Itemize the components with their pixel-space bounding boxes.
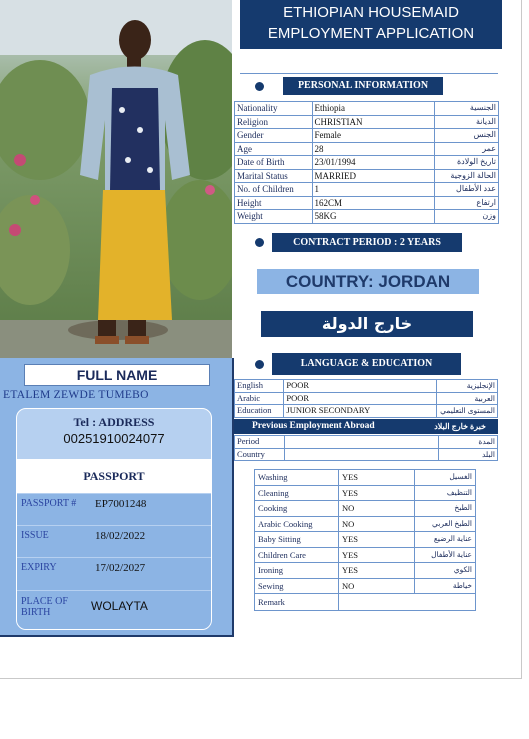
skill-row-value: YES [338,532,414,548]
personal-row-label: Weight [235,210,313,224]
skill-row-label: Sewing [255,578,339,594]
language-row [235,405,498,418]
previous-row [235,436,498,449]
contact-passport-card [16,408,212,630]
personal-row [235,210,499,224]
personal-row-value: 162CM [312,196,435,210]
language-row-ar: المستوى التعليمي [437,405,498,418]
skills-table [254,469,476,611]
passport-heading: PASSPORT [17,459,211,493]
skill-row [255,485,476,501]
fullname-label: FULL NAME [24,364,210,386]
remark-value [338,594,475,611]
language-row-label: Education [235,405,284,418]
personal-row-label: Age [235,142,313,156]
skill-row-label: Washing [255,470,339,486]
previous-row-value [284,448,438,461]
country-banner: COUNTRY: JORDAN [257,269,479,294]
skill-row [255,532,476,548]
tel-value: 00251910024077 [63,431,165,446]
personal-row-value: Female [312,129,435,143]
language-row-value: POOR [284,392,437,405]
personal-row [235,115,499,129]
previous-row-label: Period [235,436,285,449]
personal-row-label: No. of Children [235,183,313,197]
personal-row-label: Religion [235,115,313,129]
personal-row-label: Date of Birth [235,156,313,170]
tel-label: Tel : ADDRESS [73,415,155,429]
personal-info-table [234,101,499,224]
skill-row-value: YES [338,470,414,486]
skill-row [255,501,476,517]
language-row-ar: الإنجليزية [437,380,498,393]
bullet-icon [255,360,264,369]
skill-row-value: YES [338,485,414,501]
bullet-icon [255,82,264,91]
fullname-value: ETALEM ZEWDE TUMEBO [3,389,149,401]
personal-row [235,129,499,143]
language-row-ar: العربية [437,392,498,405]
skill-row-ar: عناية الرضيع [414,532,475,548]
passport-number-label: PASSPORT # [21,498,77,509]
previous-row-value [284,436,438,449]
personal-row-label: Nationality [235,102,313,116]
language-row-value: POOR [284,380,437,393]
place-of-birth-label [21,596,68,618]
profile-panel [0,358,234,637]
previous-employment-title: Previous Employment Abroad [252,421,375,431]
skill-row-value: YES [338,563,414,579]
language-row [235,392,498,405]
place-of-birth-label-line1: PLACE OF [21,596,68,607]
skill-row-value: YES [338,547,414,563]
photo-illustration [0,0,232,358]
previous-employment-heading [234,419,498,434]
country-banner-arabic: خارج الدولة [261,311,473,337]
skill-row-value: NO [338,516,414,532]
language-table [234,379,498,418]
skill-row-label: Cooking [255,501,339,517]
personal-row-ar: الجنس [435,129,499,143]
personal-row [235,102,499,116]
personal-row-value: 28 [312,142,435,156]
previous-row [235,448,498,461]
personal-row [235,183,499,197]
place-of-birth-value: WOLAYTA [91,599,148,613]
skill-row-label: Ironing [255,563,339,579]
skill-row-ar: التنظيف [414,485,475,501]
previous-row-ar: المدة [439,436,498,449]
title-line-2: EMPLOYMENT APPLICATION [267,25,475,42]
skill-row [255,563,476,579]
skill-row-value: NO [338,501,414,517]
personal-row-ar: عمر [435,142,499,156]
previous-row-ar: البلد [439,448,498,461]
personal-row-value: MARRIED [312,169,435,183]
personal-row-ar: الديانة [435,115,499,129]
skill-row-ar: الغسيل [414,470,475,486]
personal-row-value: 58KG [312,210,435,224]
bullet-icon [255,238,264,247]
skill-row [255,516,476,532]
skill-row [255,547,476,563]
personal-info-heading: PERSONAL INFORMATION [283,77,443,95]
skill-row-ar: الكوي [414,563,475,579]
skill-row-ar: عناية الأطفال [414,547,475,563]
title-line-1: ETHIOPIAN HOUSEMAID [283,4,459,21]
language-row-label: Arabic [235,392,284,405]
personal-row-label: Height [235,196,313,210]
language-education-heading: LANGUAGE & EDUCATION [272,353,461,375]
expiry-label: EXPIRY [21,562,57,573]
personal-row [235,196,499,210]
applicant-photo [0,0,232,358]
previous-employment-title-arabic: خبرة خارج البلاد [434,422,486,431]
personal-row-ar: الحالة الزوجية [435,169,499,183]
issue-row [17,525,211,558]
language-row-label: English [235,380,284,393]
personal-row-value: CHRISTIAN [312,115,435,129]
passport-number-row [17,493,211,526]
skill-row-ar: الطبخ [414,501,475,517]
contract-period: CONTRACT PERIOD : 2 YEARS [272,233,462,252]
skill-row-value: NO [338,578,414,594]
language-row [235,380,498,393]
personal-row-label: Marital Status [235,169,313,183]
section-rule [240,73,498,74]
remark-row [255,594,476,611]
personal-row-ar: وزن [435,210,499,224]
personal-row-value: Ethiopia [312,102,435,116]
document-title [240,0,502,49]
skill-row-label: Children Care [255,547,339,563]
personal-row-ar: عدد الأطفال [435,183,499,197]
place-of-birth-row [17,590,211,629]
skill-row-label: Baby Sitting [255,532,339,548]
remark-label: Remark [255,594,339,611]
skill-row [255,578,476,594]
passport-number-value: EP7001248 [95,498,147,510]
personal-row-value: 1 [312,183,435,197]
issue-value: 18/02/2022 [95,530,146,542]
personal-row-ar: الجنسية [435,102,499,116]
personal-row [235,156,499,170]
skill-row-label: Cleaning [255,485,339,501]
skill-row-label: Arabic Cooking [255,516,339,532]
personal-row-value: 23/01/1994 [312,156,435,170]
language-row-value: JUNIOR SECONDARY [284,405,437,418]
previous-row-label: Country [235,448,285,461]
personal-row-ar: ارتفاع [435,196,499,210]
expiry-row [17,557,211,590]
expiry-value: 17/02/2027 [95,562,146,574]
personal-row [235,142,499,156]
skill-row-ar: خياطة [414,578,475,594]
skill-row [255,470,476,486]
personal-row-label: Gender [235,129,313,143]
personal-row-ar: تاريخ الولادة [435,156,499,170]
previous-employment-table [234,435,498,461]
issue-label: ISSUE [21,530,49,541]
skill-row-ar: الطبخ العربي [414,516,475,532]
place-of-birth-label-line2: BIRTH [21,607,51,618]
personal-row [235,169,499,183]
